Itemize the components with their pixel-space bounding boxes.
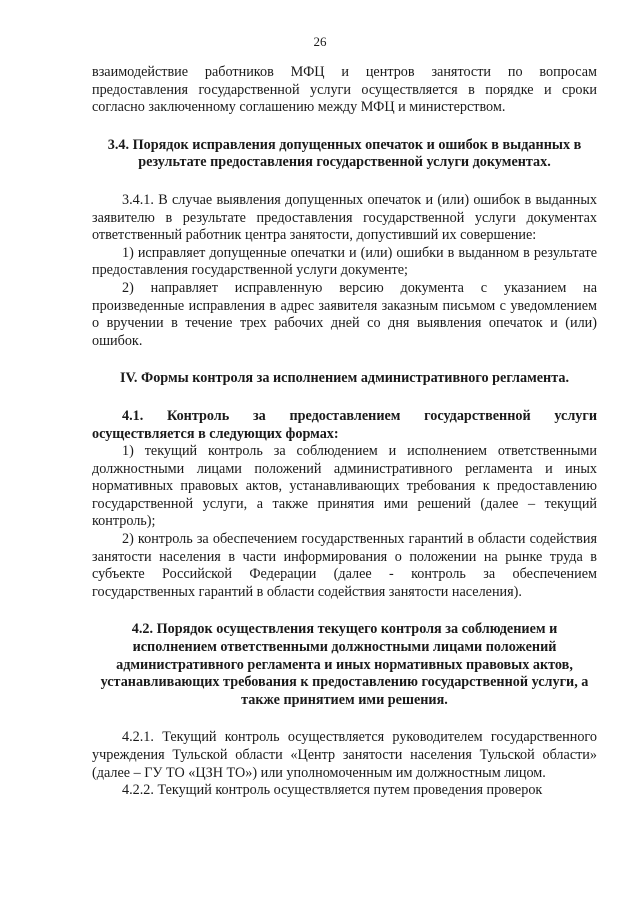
heading-4-2: 4.2. Порядок осуществления текущего контроля за соблюдением и исполнением ответственными должностными лицами положений административного регламента и иных нормативных правовых актов, устанавливающих требования к предоставлению государственной услуги, а также принятием ими решения.	[100, 621, 589, 708]
paragraph-4-1-item-2: 2) контроль за обеспечением государственных гарантий в области содействия занятости населения в части информирования о положении на рынке труда в субъекте Российской Федерации (далее - контроль за обеспечением государственных гарантий в области содействия занятости населения).	[92, 531, 597, 600]
paragraph-intro: взаимодействие работников МФЦ и центров занятости по вопросам предоставления государственной услуги осуществляется в порядке и сроки согласно заключенному соглашению между МФЦ и министерством.	[92, 64, 597, 116]
paragraph-4-1-item-1: 1) текущий контроль за соблюдением и исполнением ответственными должностными лицами положений административного регламента и иных нормативных правовых актов, устанавливающих требования к предоставлению государственной услуги, а также принятия ими решений (далее – текущий контроль);	[92, 443, 597, 530]
paragraph-3-4-1: 3.4.1. В случае выявления допущенных опечаток и (или) ошибок в выданных заявителю в результате предоставления государственной услуги документах ответственный работник центра занятости, допустивший их совершение:	[92, 191, 597, 244]
page-number: 26	[313, 34, 327, 49]
heading-section-IV: IV. Формы контроля за исполнением административного регламента.	[119, 370, 570, 387]
document-body	[92, 64, 597, 800]
heading-4-1: 4.1. Контроль за предоставлением государственной услуги осуществляется в следующих формах:	[92, 407, 597, 442]
paragraph-4-2-1: 4.2.1. Текущий контроль осуществляется руководителем государственного учреждения Тульской области «Центр занятости населения Тульской области» (далее – ГУ ТО «ЦЗН ТО») или уполномоченным им должностным лицом.	[92, 729, 597, 781]
paragraph-3-4-1-item-1: 1) исправляет допущенные опечатки и (или) ошибки в выданном в результате предоставления государственной услуги документе;	[92, 244, 597, 279]
paragraph-3-4-1-item-2: 2) направляет исправленную версию документа с указанием на произведенные исправления в адрес заявителя заказным письмом с уведомлением о вручении в течение трех рабочих дней со дня выявления опечаток и (или) ошибок.	[92, 279, 597, 349]
heading-3-4: 3.4. Порядок исправления допущенных опечаток и ошибок в выданных в результате предоставления государственной услуги документах.	[107, 136, 582, 171]
paragraph-4-2-2: 4.2.2. Текущий контроль осуществляется путем проведения проверок	[122, 782, 543, 799]
